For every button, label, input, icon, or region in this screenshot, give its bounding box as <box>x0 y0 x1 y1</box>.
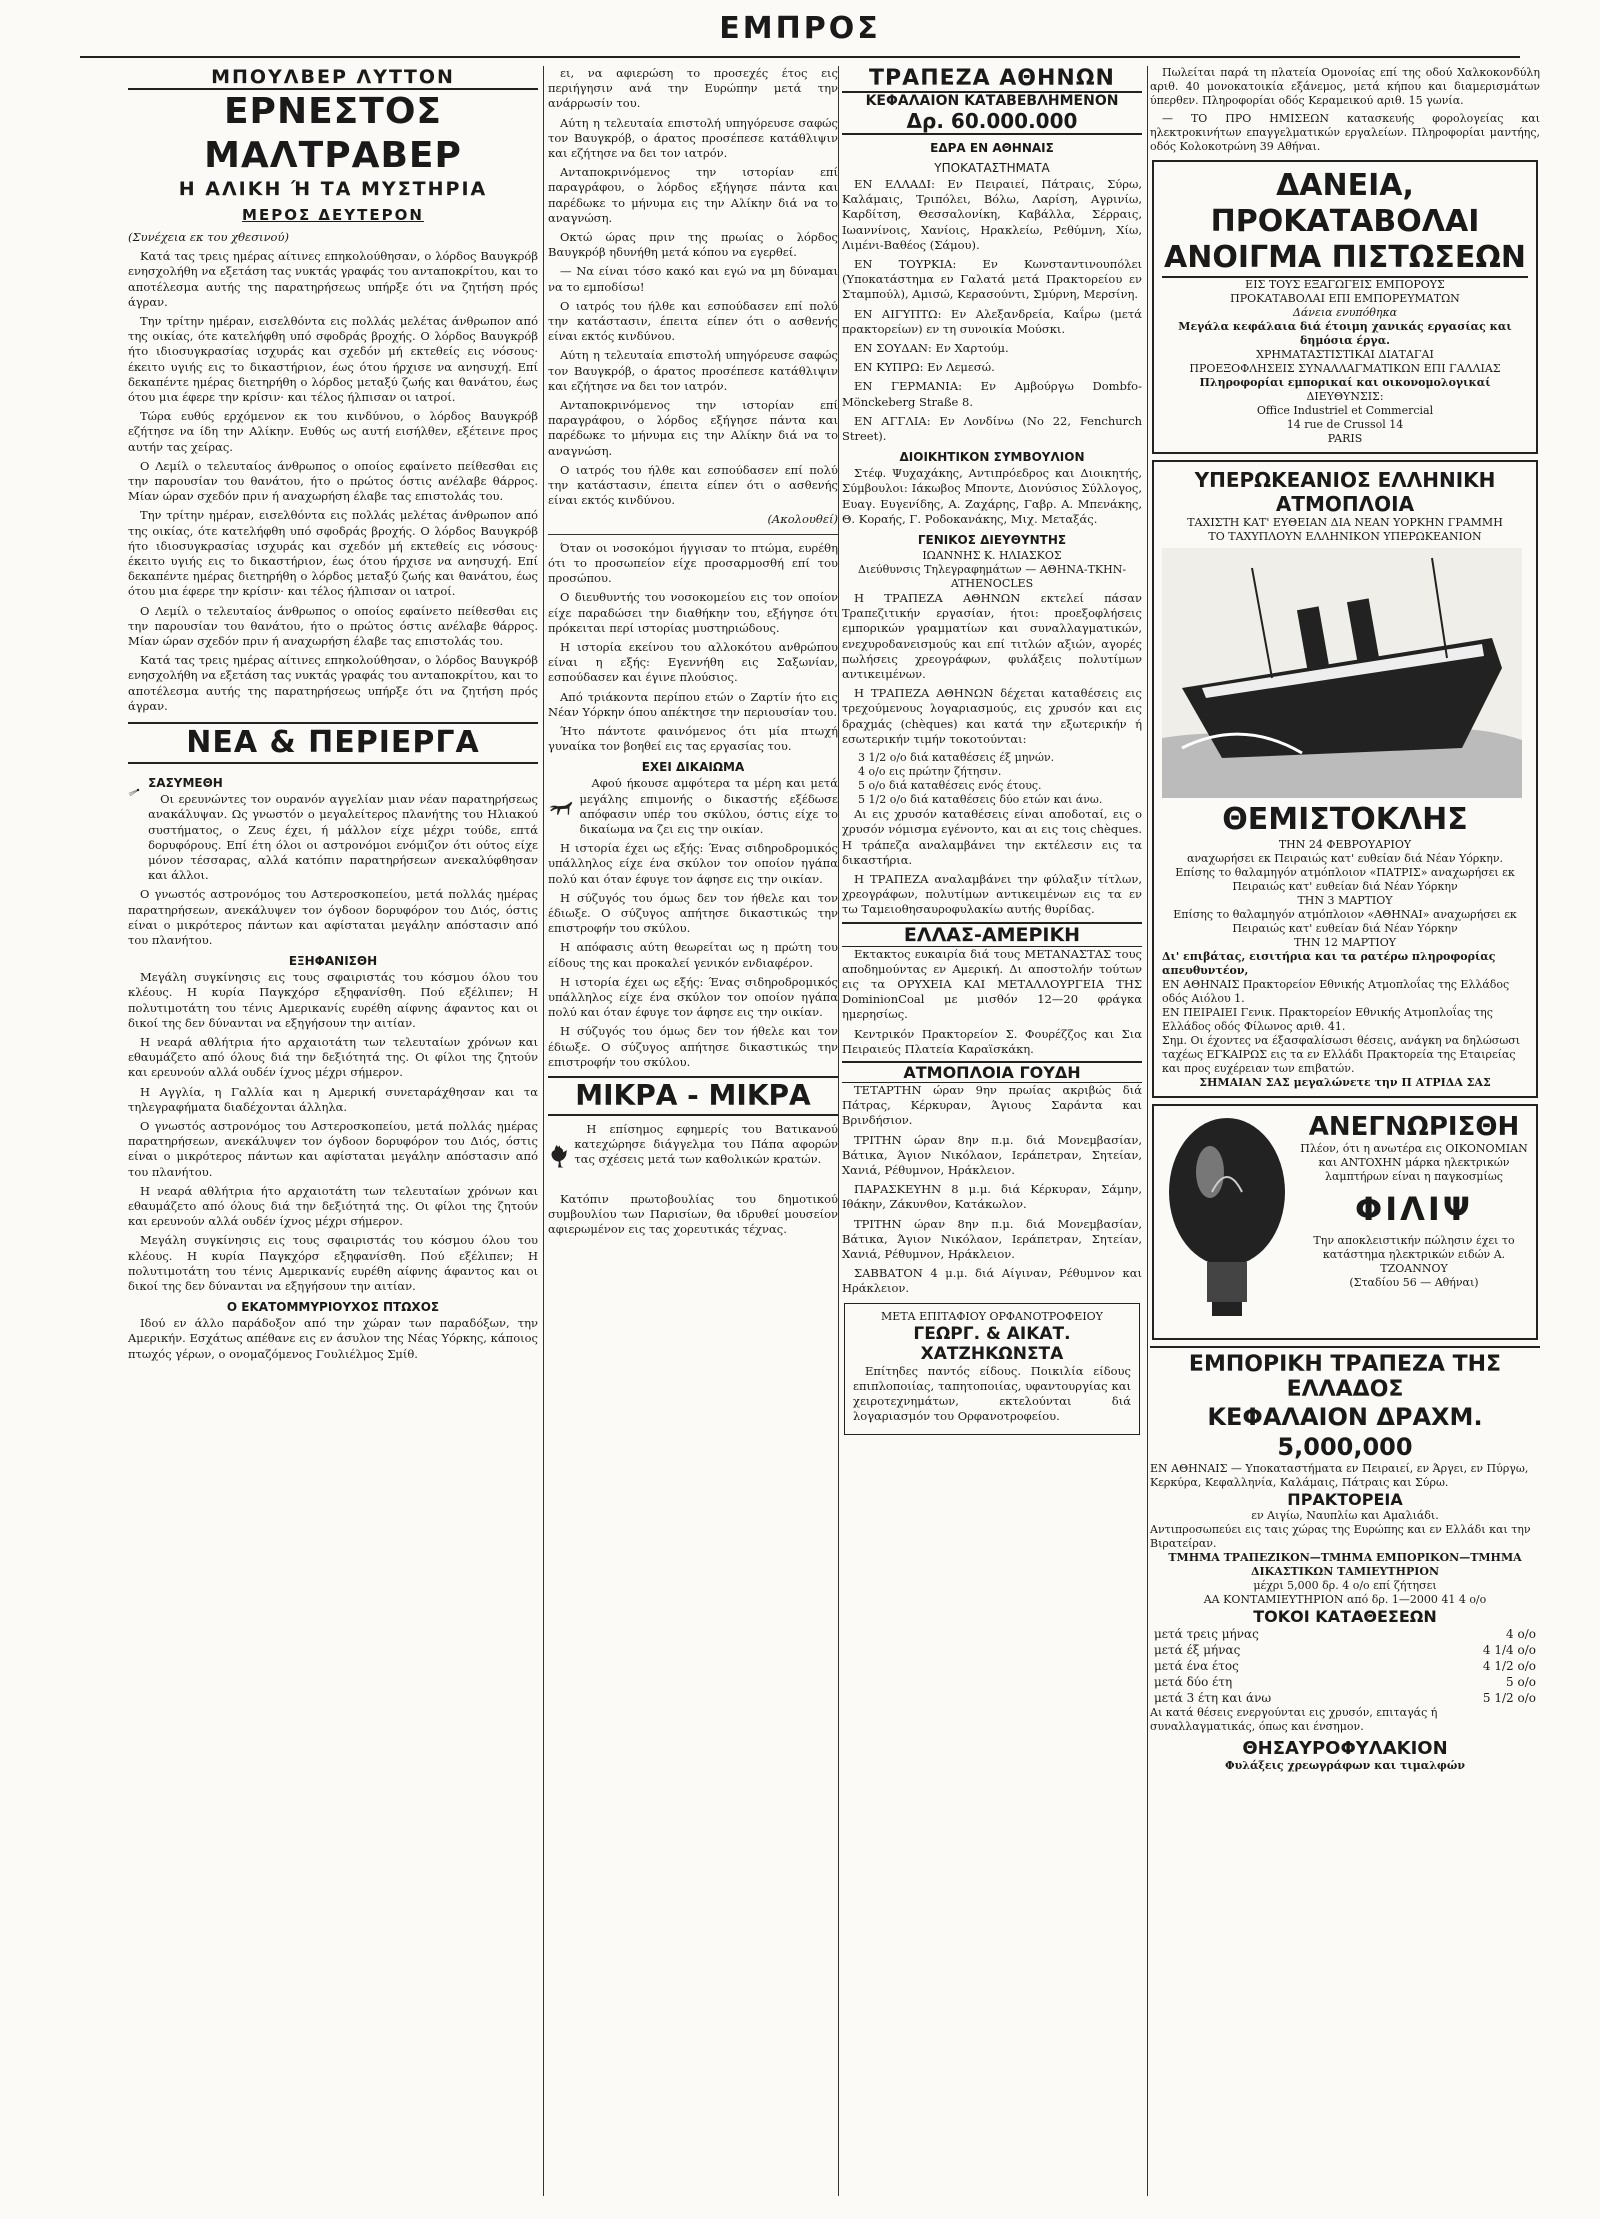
news-item-text: Η νεαρά αθλήτρια ήτο αρχαιοτάτη των τελευταίων χρόνων και εθαυμάζετο από όλους διά την δεξιότητά της. Οι φίλοι της ζητούν και ερευνούν αλλά ουδέν ίχνος μέχρι σήμερον. <box>128 1183 538 1229</box>
serial-title: ΕΡΝΕΣΤΟΣ ΜΑΛΤΡΑΒΕΡ <box>204 91 462 176</box>
serial-paragraph: Αύτη η τελευταία επιστολή υπηγόρευσε σαφώς τον Βαυγκρόβ, ο άρατος προσέπεσε κατάθλιψιν και εζήτησε να δει τον ιατρόν. <box>548 115 838 161</box>
serial-part: ΜΕΡΟΣ ΔΕΥΤΕΡΟΝ <box>242 206 424 224</box>
goudi-shipping-text: ΤΡΙΤΗΝ ώραν 8ην π.μ. διά Μονεμβασίαν, Βάτικα, Άγιον Νικόλαον, Ιεράπετραν, Σητείαν, Χανιά, Ρέθυμνον, Ηράκλειον. <box>842 1216 1142 1261</box>
loans-address: 14 rue de Crussol 14 <box>1286 418 1404 431</box>
serial-paragraph: Ανταποκρινόμενος την ιστορίαν επί παραγράφου, ο λόρδος εξήγησε πάντα και παρέδωκε το μήνυμα εις την Αλίκην διά να το αναγνώση. <box>548 398 838 458</box>
serial-subtitle: Η ΑΛΙΚΗ Ή ΤΑ ΜΥΣΤΗΡΙΑ <box>178 178 488 200</box>
news-item-text: Όταν οι νοσοκόμοι ήγγισαν το πτώμα, ευρέθη ότι το προσωπείον είχε προσαρμοσθή επί του προσώπου. <box>548 540 838 586</box>
bank-seat: ΕΔΡΑ ΕΝ ΑΘΗΝΑΙΣ <box>930 141 1054 155</box>
news-item-text: Μεγάλη συγκίνησις εις τους σφαιριστάς του κόσμου όλου του κλέους. Η κυρία Παγκχόρσ εξηφανίσθη. Πού εξέλιπεν; Η πολυτιμοτάτη του τένις Αμερικανίς ευρέθη αίφνης άφαντος και οι δικοί της δεν δύνανται να εξηγήσουν την αιτίαν. <box>128 970 538 1030</box>
shipping-ad-title: ΥΠΕΡΩΚΕΑΝΙΟΣ ΕΛΛΗΝΙΚΗ ΑΤΜΟΠΛΟΙΑ <box>1194 468 1496 516</box>
interest-rate: 4 ο/ο <box>1506 1627 1536 1641</box>
loans-line: ΔΙΕΥΘΥΝΣΙΣ: <box>1306 390 1384 403</box>
serial-paragraph: — Να είναι τόσο κακό και εγώ να μη δύναμαι να το εμποδίσω! <box>548 264 838 294</box>
loans-line: ΠΡΟΕΞΟΦΛΗΣΕΙΣ ΣΥΝΑΛΛΑΓΜΑΤΙΚΩΝ ΕΠΙ ΓΑΛΛΙΑΣ <box>1189 362 1501 375</box>
interest-term: μετά τρεις μήνας <box>1154 1627 1259 1641</box>
goudi-shipping-heading: ΑΤΜΟΠΛΟΙΑ ΓΟΥΔΗ <box>842 1061 1142 1083</box>
philips-text: Την αποκλειστικήν πώλησιν έχει το κατάστημα ηλεκτρικών ειδών Α. ΤΖΟΑΝΝΟΥ <box>1313 1234 1515 1275</box>
sailing-text: αναχωρήσει εκ Πειραιώς κατ' ευθείαν διά Νέαν Υόρκην. <box>1186 852 1504 865</box>
news-item-text: Η ιστορία εκείνου του αλλοκότου ανθρώπου είναι η εξής: Εγεννήθη εις Σαξωνίαν, εσπούδασεν και έγινε πλούσιος. <box>548 639 838 685</box>
bank-branches: ΕΝ ΤΟΥΡΚΙΑ: Εν Κωνσταντινουπόλει (Υποκατάστημα εν Γαλατά μετά Πρακτορείου εν Σταμπούλ), Αμισώ, Κερασούντι, Σμύρνη, Μερσίνη. <box>842 257 1142 302</box>
commercial-bank-title: ΕΜΠΟΡΙΚΗ ΤΡΑΠΕΖΑ ΤΗΣ ΕΛΛΑΔΟΣ <box>1188 1352 1502 1402</box>
serial-paragraph: Την τρίτην ημέραν, εισελθόντα εις πολλάς μελέτας άνθρωπον από της οικίας, ότε κατελήφθη υπό σφοδράς βροχής. Ο λόρδος Βαυγκρόβ ήτο ιδιοσυγκρασίας ισχυράς και σχεδόν μή εκτεθείς εις νόσους· έκειτο υγιής εις το δικαστήριον, έως ότου ήρχισε να ανησυχή. Επί δεκαπέντε ημέρας διετηρήθη ο λόρδος μεταξύ ζωής και θανάτου, έως ότου μια έφερε την κρίσιν· και τέλος ήλπισαν οι ιατροί. <box>128 508 538 599</box>
commercial-bank-text: ΕΝ ΑΘΗΝΑΙΣ — Υποκαταστήματα εν Πειραιεί, εν Άργει, εν Πύργω, Κερκύρα, Κεφαλληνία, Καλάμαις, Πάτραις και Σύρω. <box>1150 1462 1529 1489</box>
sailing-date: ΤΗΝ 24 ΦΕΒΡΟΥΑΡΙΟΥ <box>1278 838 1412 851</box>
serial-paragraph: Ο Λεμίλ ο τελευταίος άνθρωπος ο οποίος εφαίνετο πείθεσθαι εις την παρουσίαν του θανάτου, ήτο ο πρώτος όστις ανέλαβε θάρρος. Μίαν ώραν σχεδόν πριν ή αναχωρήση έλαβε τας επιστολάς του. <box>128 458 538 504</box>
bank-services: Η ΤΡΑΠΕΖΑ ΑΘΗΝΩΝ εκτελεί πάσαν Τραπεζιτικήν εργασίαν, ήτοι: προεξοφλήσεις εμπορικών γραμματίων και συναλλαγματικών, ενεχυροδανεισμούς και επί τιτλών αξιών, αγορές πωλήσεις χρεογράφων, φυλάξεις πολυτίμων αντικειμένων. <box>842 591 1142 682</box>
news-item-text: Η ιστορία έχει ως εξής: Ένας σιδηροδρομικός υπάλληλος είχε ένα σκύλον τον οποίον ηγάπα πολύ και όταν έφυγε τον άφησε εις την οικίαν. <box>548 841 838 886</box>
serial-author: ΜΠΟΥΛΒΕΡ ΛΥΤΤΟΝ <box>128 66 538 90</box>
interest-rate: 4 1/2 ο/ο <box>1482 1659 1536 1673</box>
light-bulb-icon <box>1162 1112 1292 1332</box>
serial-paragraph: Τώρα ευθύς ερχόμενον εκ του κινδύνου, ο λόρδος Βαυγκρόβ εζήτησε να ίδη την Αλίκην. Ευθύς ως αυτή εισήλθεν, εξέτεινε προς αυτήν τας χείρας. <box>128 409 538 454</box>
interest-row <box>1150 1642 1540 1658</box>
column-middle <box>548 66 838 2196</box>
loans-line: Δάνεια ενυπόθηκα <box>1292 306 1398 319</box>
goudi-shipping-text: ΤΡΙΤΗΝ ώραν 8ην π.μ. διά Μονεμβασίαν, Βάτικα, Άγιον Νικόλαον, Ιεράπετραν, Σητείαν, Χανιά, Ρέθυμνον, Ηράκλειον. <box>842 1132 1142 1177</box>
vault-heading: ΘΗΣΑΥΡΟΦΥΛΑΚΙΟΝ <box>1242 1738 1448 1759</box>
interest-term: μετά δύο έτη <box>1154 1675 1233 1689</box>
goudi-shipping-text: ΣΑΒΒΑΤΟΝ 4 μ.μ. διά Αίγιναν, Ρέθυμνον και Ηράκλειον. <box>842 1266 1142 1296</box>
news-item-heading: Ο ΕΚΑΤΟΜΜΥΡΙΟΥΧΟΣ ΠΤΩΧΟΣ <box>226 1300 440 1315</box>
news-item-text: Κατόπιν πρωτοβουλίας του δημοτικού συμβουλίου των Παρισίων, θα ιδρυθεί μουσείον αφιερωμένον εις τας χορευτικάς τέχνας. <box>548 1191 838 1237</box>
shipping-ad <box>1152 460 1538 1098</box>
interest-rate: 5 1/2 ο/ο <box>1482 1691 1536 1705</box>
ship-name: ΘΕΜΙΣΤΟΚΛΗΣ <box>1222 802 1468 837</box>
news-item-text: Ήτο πάντοτε φαινόμενος ότι μία πτωχή γυναίκα τον βοηθεί εις τας εργασίας του. <box>548 723 838 754</box>
sailing-contact: ΕΝ ΠΕΙΡΑΙΕΙ Γενικ. Πρακτορείον Εθνικής Ατμοπλοΐας της Ελλάδος οδός Φίλωνος αριθ. 41. <box>1162 1006 1493 1033</box>
commercial-bank-ad <box>1150 1346 1540 1773</box>
sailing-date: ΤΗΝ 3 ΜΑΡΤΙΟΥ <box>1297 894 1393 907</box>
news-item-text: Ο γνωστός αστρονόμος του Αστεροσκοπείου, μετά πολλάς ημέρας παρατηρήσεων, ανεκάλυψεν τον όγδοον δορυφόρον του Διός, όστις είναι ο μικρότερος πάντων και αφίσταται μεγάλην απόστασιν από του πλανήτου. <box>128 1118 538 1179</box>
philips-lamp-ad <box>1152 1104 1538 1340</box>
sale-notice: Πωλείται παρά τη πλατεία Ομονοίας επί της οδού Χαλκοκονδύλη αριθ. 40 μονοκατοικία εξάνεμος, μετά κήπου και διαμερισμάτων ύπερθεν. Πληροφορίαι οδός Κεραμεικού αριθ. 15 γωνία. <box>1150 66 1540 107</box>
vault-text: Φυλάξεις χρεωγράφων και τιμαλφών <box>1225 1759 1465 1772</box>
commercial-bank-agencies: ΠΡΑΚΤΟΡΕΙΑ <box>1287 1490 1403 1509</box>
news-item-text: Από τριάκοντα περίπου ετών ο Ζαρτίν ήτο εις Νέαν Υόρκην όπου απέκτησε την περιουσίαν του. <box>548 689 838 719</box>
news-item-heading: ΕΧΕΙ ΔΙΚΑΙΩΜΑ <box>641 760 745 775</box>
hellas-america-heading: ΕΛΛΑΣ-ΑΜΕΡΙΚΗ <box>842 922 1142 947</box>
serial-paragraph: Ανταποκρινόμενος την ιστορίαν επί παραγράφου, ο λόρδος εξήγησε πάντα και παρέδωκε το μήνυμα εις την Αλίκην διά να το αναγνώση. <box>548 165 838 225</box>
bank-safe: Η ΤΡΑΠΕΖΑ αναλαμβάνει την φύλαξιν τίτλων, χρεογράφων, πολυτίμων αντικειμένων εις τα εν τω Ταμειοθησαυροφυλακίω αυτής θυρίδας. <box>842 871 1142 917</box>
news-item <box>548 1122 838 1192</box>
bank-branches: ΕΝ ΑΓΓΛΙΑ: Εν Λονδίνω (No 22, Fenchurch Street). <box>842 413 1142 444</box>
bank-telegraph: Διεύθυνσις Τηλεγραφημάτων — ΑΘΗΝΑ-ΤΚΗΝ-ATHENOCLES <box>857 563 1127 591</box>
loans-line: ΧΡΗΜΑΤΑΣΤΙΣΤΙΚΑΙ ΔΙΑΤΑΓΑΙ <box>1256 348 1434 361</box>
sailing-date: ΤΗΝ 12 ΜΑΡΤΙΟΥ <box>1293 936 1397 949</box>
serial-paragraph: Κατά τας τρεις ημέρας αίτινες επηκολούθησαν, ο λόρδος Βαυγκρόβ ενησχολήθη να εξετάση τας νυκτάς γραφάς του ανταποκρίτου, και το αποτέλεσμα αυτής της παρατηρήσεως υπήρξε ότι να ζητήση πρός άγραν. <box>128 653 538 713</box>
goudi-shipping-text: ΠΑΡΑΣΚΕΥΗΝ 8 μ.μ. διά Κέρκυραν, Σάμην, Ιθάκην, Ζάκυνθον, Κατάκωλον. <box>842 1182 1142 1212</box>
rooster-icon <box>548 1122 568 1192</box>
comet-icon <box>128 770 140 814</box>
news-item <box>548 776 838 841</box>
news-item-text: Η σύζυγός του όμως δεν τον ήθελε και τον έδιωξε. Ο σύζυγος απήτησε δικαστικώς την επιστροφήν του σκύλου. <box>548 890 838 936</box>
commercial-bank-savings: ΑΑ ΚΟΝΤΑΜΙΕΥΤΗΡΙΟΝ από δρ. 1—2000 41 4 ο/ο <box>1203 1593 1487 1606</box>
loans-title: ΔΑΝΕΙΑ, ΠΡΟΚΑΤΑΒΟΛΑΙ <box>1210 168 1480 239</box>
serial-paragraph: Την τρίτην ημέραν, εισελθόντα εις πολλάς μελέτας άνθρωπον από της οικίας, ότε κατελήφθη υπό σφοδράς βροχής. Ο λόρδος Βαυγκρόβ ήτο ιδιοσυγκρασίας ισχυράς και σχεδόν μή εκτεθείς εις νόσους· έκειτο υγιής εις το δικαστήριον, έως ότου ήρχισε να ανησυχή. Επί δεκαπέντε ημέρας διετηρήθη ο λόρδος μεταξύ ζωής και θανάτου, έως ότου μια έφερε την κρίσιν· και τέλος ήλπισαν οι ιατροί. <box>128 314 538 405</box>
deposit-interest-heading: ΤΟΚΟΙ ΚΑΤΑΘΕΣΕΩΝ <box>1253 1607 1437 1626</box>
hellas-america-text: Εκτακτος ευκαιρία διά τους ΜΕΤΑΝΑΣΤΑΣ τους αποδημούντας εν Αμερική. Δι αποστολήν τούτων εις τα ΟΡΥΧΕΙΑ ΚΑΙ ΜΕΤΑΛΛΟΥΡΓΕΙΑ ΤΗΣ DominionCoal με μισθόν 12—20 φράγκα ημερησίως. <box>842 946 1142 1022</box>
bank-athens-title: ΤΡΑΠΕΖΑ ΑΘΗΝΩΝ <box>842 66 1142 93</box>
news-item-text: Ιδού εν άλλο παράδοξον από την χώραν των παραδόξων, την Αμερικήν. Εσχάτως απέθανε εις εν άσυλον της Νέας Υόρκης, κάποιος πτωχός γέρων, ο ονομαζόμενος Γουλιέλμος Σμίθ. <box>128 1316 538 1361</box>
philips-address: (Σταδίου 56 — Αθήναι) <box>1349 1276 1479 1289</box>
interest-row <box>1150 1658 1540 1674</box>
news-item-text: Η νεαρά αθλήτρια ήτο αρχαιοτάτη των τελευταίων χρόνων και εθαυμάζετο από όλους διά την δεξιότητά της. Οι φίλοι της ζητούν και ερευνούν αλλά ουδέν ίχνος μέχρι σήμερον. <box>128 1034 538 1080</box>
news-item-text: Η Αγγλία, η Γαλλία και η Αμερική συνεταράχθησαν και τα τηλεγραφήματα διαδέχονται άλληλα. <box>128 1084 538 1114</box>
orphanage-box <box>844 1303 1140 1436</box>
bank-capital-label: ΚΕΦΑΛΑΙΟΝ ΚΑΤΑΒΕΒΛΗΜΕΝΟΝ <box>865 93 1119 109</box>
sale-notice: — ΤΟ ΠΡΟ ΗΜΙΣΕΩΝ κατασκευής φορολογείας και ηλεκτροκινήτων επαγγελματικών εργαλείων. Πληροφορίαι μαντήης, οδός Κολοκοτρώνη 39 Αθήναι. <box>1150 112 1540 153</box>
interest-row <box>1150 1690 1540 1706</box>
sailing-contact: Δι' επιβάτας, εισιτήρια και τα ρατέρω πληροφορίας απευθυντέον, <box>1162 950 1496 977</box>
serial-paragraph: Κατά τας τρεις ημέρας αίτινες επηκολούθησαν, ο λόρδος Βαυγκρόβ ενησχολήθη να εξετάση τας νυκτάς γραφάς του ανταποκρίτου, και το αποτέλεσμα αυτής της παρατηρήσεως υπήρξε ότι να ζητήση πρός άγραν. <box>128 249 538 309</box>
bank-rate: 4 ο/ο εις πρώτην ζήτησιν. <box>858 765 1002 779</box>
shipping-ad-subtitle: ΤΟ ΤΑΧΥΠΛΟΥΝ ΕΛΛΗΝΙΚΟΝ ΥΠΕΡΩΚΕΑΝΙΟΝ <box>1208 530 1482 543</box>
loans-line: ΕΙΣ ΤΟΥΣ ΕΞΑΓΩΓΕΙΣ ΕΜΠΟΡΟΥΣ <box>1245 278 1445 291</box>
bank-branches: ΕΝ ΑΙΓΥΠΤΩ: Εν Αλεξανδρεία, Καΐρω (μετά πρακτορείων) εν τη συνοικία Μούσκι. <box>842 306 1142 336</box>
sailing-text: Επίσης το θαλαμηγόν ατμόπλοιον «ΠΑΤΡΙΣ» αναχωρήσει εκ Πειραιώς κατ' ευθείαν διά Νέαν Υόρκην <box>1175 866 1515 893</box>
news-item-text: Η απόφασις αύτη θεωρείται ως η πρώτη του είδους της και προκαλεί γενικόν ενδιαφέρον. <box>548 940 838 970</box>
bank-board-heading: ΔΙΟΙΚΗΤΙΚΟΝ ΣΥΜΒΟΥΛΙΟΝ <box>899 450 1085 465</box>
goudi-shipping-text: ΤΕΤΑΡΤΗΝ ώραν 9ην πρωίας ακριβώς διά Πάτρας, Κέρκυραν, Άγιους Σαράντα και Βρινδήσιον. <box>842 1082 1142 1128</box>
news-item-text: Η σύζυγός του όμως δεν τον ήθελε και τον έδιωξε. Ο σύζυγος απήτησε δικαστικώς την επιστροφήν του σκύλου. <box>548 1024 838 1069</box>
interest-term: μετά 3 έτη και άνω <box>1154 1691 1272 1705</box>
bank-interest: Αι εις χρυσόν καταθέσεις είναι αποδοταί, εις ο χρυσόν νόμισμα εγένοντο, και αι εις τοις chèques. Η τράπεζα αναλαμβάνει την εκτέλεσιν εις τα δικαστήρια. <box>842 807 1142 867</box>
loans-address: Office Industriel et Commercial <box>1256 404 1434 417</box>
bank-board: Στέφ. Ψυχαχάκης, Αντιπρόεδρος και Διοικητής, Σύμβουλοι: Ιάκωβος Μποντε, Διονύσιος Σύλλογος, Ευαγ. Ευγενίδης, Α. Ζαχάρης, Γαβρ. Α. Μπενάκης, Θ. Κοραής, Γ. Ροδοκανάκης, Μιχ. Μεταξάς. <box>842 466 1142 526</box>
news-item-text: Μεγάλη συγκίνησις εις τους σφαιριστάς του κόσμου όλου του κλέους. Η κυρία Παγκχόρσ εξηφανίσθη. Πού εξέλιπεν; Η πολυτιμοτάτη του τένις Αμερικανίς ευρέθη αίφνης άφαντος και οι δικοί της δεν δύνανται να εξηγήσουν την αιτίαν. <box>128 1233 538 1293</box>
interest-rate: 5 ο/ο <box>1506 1675 1536 1689</box>
serial-paragraph: Αύτη η τελευταία επιστολή υπηγόρευσε σαφώς τον Βαυγκρόβ, ο άρατος προσέπεσε κατάθλιψιν και εζήτησε να δει τον ιατρόν. <box>548 348 838 393</box>
interest-term: μετά ένα έτος <box>1154 1659 1239 1673</box>
sailing-contact: ΕΝ ΑΘΗΝΑΙΣ Πρακτορείον Εθνικής Ατμοπλοΐας της Ελλάδος οδός Αιόλου 1. <box>1162 978 1510 1005</box>
news-item-text: Αφού ήκουσε αμφότερα τα μέρη και μετά μεγάλης επιμονής ο δικαστής εξέδωσε απόφασιν υπέρ του σκύλου, όστις είχε το δικαίωμα να ζει εις την οικίαν. <box>579 776 838 836</box>
shipping-ad-subtitle: ΤΑΧΙΣΤΗ ΚΑΤ' ΕΥΘΕΙΑΝ ΔΙΑ ΝΕΑΝ ΥΟΡΚΗΝ ΓΡΑΜΜΗ <box>1187 516 1503 529</box>
news-item-text: Ο διευθυντής του νοσοκομείου εις τον οποίον είχε παραδώσει την διαθήκην του, εξήγησε ότι πρόκειται περί ιστορίας μυστηριώδους. <box>548 590 838 635</box>
bank-rate: 3 1/2 ο/ο διά καταθέσεις έξ μηνών. <box>858 751 1055 765</box>
masthead-rule <box>80 56 1520 58</box>
commercial-bank-text: Αι κατά θέσεις ενεργούνται εις χρυσόν, επιταγάς ή συναλλαγματικάς, όπως και ένσημον. <box>1150 1706 1438 1733</box>
sailing-note: Σημ. Οι έχοντες να έξασφαλίσωσι θέσεις, ανάγκη να δηλώσωσι ταχέως ΕΓΚΑΙΡΩΣ εις τα εν Ελλάδι Πρακτορεία της Εταιρείας και προς ευχέρειαν των επιβατών. <box>1162 1034 1521 1075</box>
bank-branches: ΕΝ ΣΟΥΔΑΝ: Εν Χαρτούμ. <box>854 341 1009 356</box>
news-item-heading: ΣΑΣΥΜΕΘΗ <box>148 776 223 791</box>
masthead <box>0 0 1600 62</box>
interest-row <box>1150 1626 1540 1642</box>
serial-paragraph: ει, να αφιερώση το προσεχές έτος εις περιήγησιν ανά την Ευρώπην μετά την ανάρρωσίν του. <box>548 66 838 111</box>
serial-paragraph: Οκτώ ώρας πριν της πρωίας ο λόρδος Βαυγκρόβ ηδυνήθη μετά κόπου να εγερθεί. <box>548 230 838 260</box>
serial-paragraph: Ο ιατρός του ήλθε και εσπούδασεν επί πολύ την κατάστασιν, έπειτα είπεν ότι ο ασθενής είναι εκτός κινδύνου. <box>548 462 838 508</box>
loans-line: Πληροφορίαι εμπορικαί και οικονομολογικαί <box>1199 376 1491 389</box>
sailing-slogan: ΣΗΜΑΙΑΝ ΣΑΣ μεγαλώνετε την Π ΑΤΡΙΔΑ ΣΑΣ <box>1199 1076 1491 1089</box>
micro-heading: ΜΙΚΡΑ - ΜΙΚΡΑ <box>548 1076 838 1116</box>
bank-gm-name: ΙΩΑΝΝΗΣ Κ. ΗΛΙΑΣΚΟΣ <box>922 549 1062 563</box>
serial-paragraph: Ο Λεμίλ ο τελευταίος άνθρωπος ο οποίος εφαίνετο πείθεσθαι εις την παρουσίαν του θανάτου, ήτο ο πρώτος όστις ανέλαβε θάρρος. Μίαν ώραν σχεδόν πριν ή αναχωρήση έλαβε τας επιστολάς του. <box>128 603 538 649</box>
philips-brand: ΦΙΛΙΨ <box>1355 1190 1473 1228</box>
bank-gm-heading: ΓΕΝΙΚΟΣ ΔΙΕΥΘΥΝΤΗΣ <box>917 533 1067 548</box>
bank-branches: ΕΝ ΕΛΛΑΔΙ: Εν Πειραιεί, Πάτραις, Σύρω, Καλάμαις, Τριπόλει, Βόλω, Λαρίση, Αγρινίω, Καρδίτση, Θεσσαλονίκη, Καβάλλα, Σέρραις, Ιωαννίνοις, Χανίοις, Ηρακλείω, Ρεθύμνη, Χίω, Λιμένι-Βαθέος (Σάμου). <box>842 177 1142 252</box>
sailing-text: Επίσης το θαλαμηγόν ατμόπλοιον «ΑΘΗΝΑΙ» αναχωρήσει εκ Πειραιώς κατ' ευθείαν διά Νέαν Υόρκην <box>1173 908 1517 935</box>
column-rule <box>838 66 839 2196</box>
bank-branches: ΕΝ ΚΥΠΡΩ: Εν Λεμεσώ. <box>854 360 995 375</box>
news-item-heading: ΕΞΗΦΑΝΙΣΘΗ <box>288 954 378 969</box>
loans-ad <box>1152 160 1538 454</box>
philips-text: Πλέον, ότι η ανωτέρα εις ΟΙΚΟΝΟΜΙΑΝ και ΑΝΤΟΧΗΝ μάρκα ηλεκτρικών λαμπτήρων είναι η παγκοσμίως <box>1300 1142 1528 1183</box>
commercial-bank-text: εν Αιγίω, Ναυπλίω και Αμαλιάδι. <box>1251 1509 1439 1522</box>
bank-capital-amount: Δρ. 60.000.000 <box>842 109 1142 135</box>
news-item-text: Η ιστορία έχει ως εξής: Ένας σιδηροδρομικός υπάλληλος είχε ένα σκύλον τον οποίον ηγάπα πολύ και όταν έφυγε τον άφησε εις την οικίαν. <box>548 974 838 1020</box>
interest-row <box>1150 1674 1540 1690</box>
bank-rate: 5 ο/ο διά καταθέσεις ενός έτους. <box>858 779 1042 793</box>
commercial-bank-capital: ΚΕΦΑΛΑΙΟΝ ΔΡΑΧΜ. 5,000,000 <box>1207 1403 1483 1461</box>
news-item-text: Οι ερευνώντες τον ουρανόν αγγελίαν μιαν νέαν παρατηρήσεως ανακάλυψαν. Ως γνωστόν ο μεγαλείτερος πλανήτης του Ηλιακού συστήματος, ο Ζευς έχει, ή μάλλον είχε μέχρι τούδε, επτά δορυφόρους. Επί έτη όλοι οι αστρονόμοι ενόμιζον ότι ούτος είχε μόνον τέσσαρας, αλλά κατόπιν παρατηρήσεων ανεκαλύφθησαν και άλλοι. <box>148 792 538 883</box>
column-rule <box>543 66 544 2196</box>
news-item <box>128 770 538 887</box>
loans-line: ΠΡΟΚΑΤΑΒΟΛΑΙ ΕΠΙ ΕΜΠΟΡΕΥΜΑΤΩΝ <box>1230 292 1460 305</box>
orphanage-heading: ΜΕΤΑ ΕΠΙΤΑΦΙΟΥ ΟΡΦΑΝΟΤΡΟΦΕΙΟΥ <box>881 1309 1103 1323</box>
loans-address: PARIS <box>1327 432 1363 445</box>
orphanage-name: ΓΕΩΡΓ. & ΑΙΚΑΤ. ΧΑΤΖΗΚΩΝΣΤΑ <box>913 1323 1071 1364</box>
steamship-illustration <box>1162 548 1528 798</box>
news-item-text: Ο γνωστός αστρονόμος του Αστεροσκοπείου, μετά πολλάς ημέρας παρατηρήσεων, ανεκάλυψεν τον όγδοον δορυφόρον του Διός, όστις είναι ο μικρότερος πάντων και αφίσταται μεγάλην απόστασιν από του πλανήτου. <box>128 887 538 947</box>
orphanage-text: Επίτηδες παντός είδους. Ποικιλία είδους επιπλοποιίας, ταπητοποιίας, υφαντουργίας και χειροτεχνημάτων, εκτελούνται διά λογαριασμόν του Ορφανοτροφείου. <box>853 1363 1131 1424</box>
hellas-america-text: Κεντρικόν Πρακτορείον Σ. Φουρέζζος και Σια Πειραιεύς Πλατεία Καραϊσκάκη. <box>842 1026 1142 1056</box>
commercial-bank-savings: μέχρι 5,000 δρ. 4 ο/ο επί ζήτησει <box>1253 1579 1437 1592</box>
greyhound-dog-icon <box>548 776 573 840</box>
to-be-continued: (Ακολουθεί) <box>767 512 838 527</box>
serial-paragraph: Ο ιατρός του ήλθε και εσπούδασεν επί πολύ την κατάστασιν, έπειτα είπεν ότι ο ασθενής είναι εκτός κινδύνου. <box>548 298 838 344</box>
interest-rate: 4 1/4 ο/ο <box>1482 1643 1536 1657</box>
bank-interest: Η ΤΡΑΠΕΖΑ ΑΘΗΝΩΝ δέχεται καταθέσεις εις τρεχούμενους λογαριασμούς, εις χρυσόν και εις δραχμάς (chèques) και κατά την εξωτερικήν ή εσωτερικήν τιμήν τοκοτούνται: <box>842 686 1142 746</box>
commercial-bank-text: Αντιπροσωπεύει εις ταις χώρας της Ευρώπης και εν Ελλάδι και την Βιρατείραν. <box>1150 1523 1531 1550</box>
column-serial <box>128 66 538 2196</box>
bank-branches-heading: ΥΠΟΚΑΤΑΣΤΗΜΑΤΑ <box>934 161 1050 175</box>
column-bank-shipping <box>842 66 1142 1441</box>
serial-continued: (Συνέχεια εκ του χθεσινού) <box>128 230 289 244</box>
interest-term: μετά έξ μήνας <box>1154 1643 1241 1657</box>
column-advertisements <box>1150 66 1540 2196</box>
column-rule <box>1147 66 1148 2196</box>
masthead-title: ΕΜΠΡΟΣ <box>719 11 881 46</box>
loans-title-2: ΑΝΟΙΓΜΑ ΠΙΣΤΩΣΕΩΝ <box>1162 240 1528 278</box>
commercial-bank-savings: ΤΜΗΜΑ ΤΡΑΠΕΖΙΚΟΝ—ΤΜΗΜΑ ΕΜΠΟΡΙΚΟΝ—ΤΜΗΜΑ ΔΙΚΑΣΤΙΚΩΝ ΤΑΜΙΕΥΤΗΡΙΟΝ <box>1168 1551 1522 1578</box>
news-item-text: Η επίσημος εφημερίς του Βατικανού κατεχώρησε διάγγελμα του Πάπα αφορών τας σχέσεις μετά των καθολικών κρατών. <box>574 1121 838 1167</box>
loans-line: Μεγάλα κεφάλαια διά έτοιμη χανικάς εργασίας και δημόσια έργα. <box>1178 320 1512 347</box>
bank-rate: 5 1/2 ο/ο διά καταθέσεις δύο ετών και άνω. <box>858 793 1103 807</box>
news-heading: ΝΕΑ & ΠΕΡΙΕΡΓΑ <box>128 722 538 764</box>
bank-branches: ΕΝ ΓΕΡΜΑΝΙΑ: Εν Αμβούργω Dombfo-Mönckeberg Straße 8. <box>842 379 1142 409</box>
philips-heading: ΑΝΕΓΝΩΡΙΣΘΗ <box>1308 1112 1520 1142</box>
steamship-icon <box>1162 548 1522 798</box>
